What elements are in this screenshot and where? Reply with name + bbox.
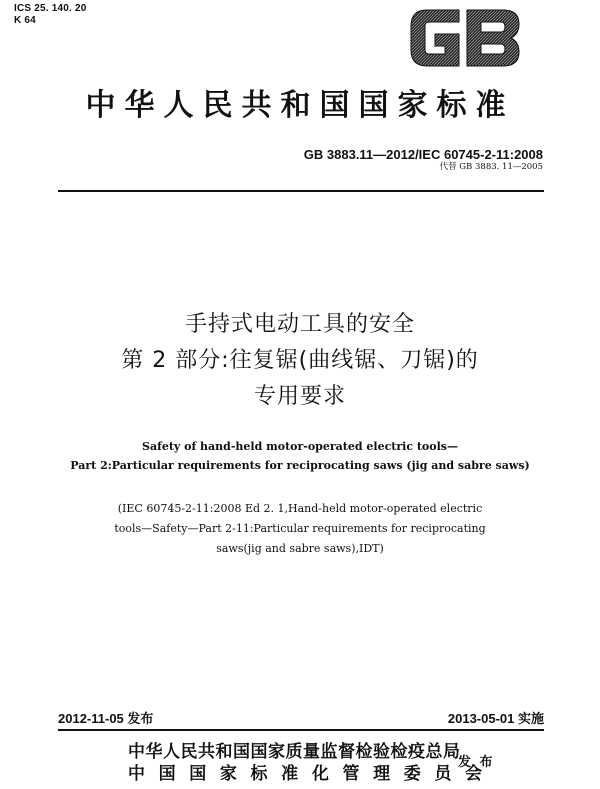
gb-logo xyxy=(405,4,525,72)
issue-date: 2012-11-05 发布 xyxy=(58,711,154,726)
issuer-line2: 中 国 国 家 标 准 化 管 理 委 员 会 xyxy=(128,764,483,784)
issuer-action: 发 布 xyxy=(458,755,495,770)
implementation-date: 2013-05-01 实施 xyxy=(447,711,544,726)
title-en-line2: Part 2:Particular requirements for reciprocating saws (jig and sabre saws) xyxy=(70,459,530,472)
adoption-note-line3: saws(jig and sabre saws),IDT) xyxy=(216,542,384,555)
standard-number: GB 3883.11—2012/IEC 60745-2-11:2008 xyxy=(303,147,543,162)
title-en-line1: Safety of hand-held motor-operated electric tools— xyxy=(142,440,458,453)
adoption-note-line2: tools—Safety—Part 2-11:Particular requirements for reciprocating xyxy=(114,522,486,535)
ccs-code: K 64 xyxy=(14,15,36,26)
classification-codes xyxy=(14,3,87,27)
title-zh-line1: 手持式电动工具的安全 xyxy=(184,312,415,337)
adoption-note-line1: (IEC 60745-2-11:2008 Ed 2. 1,Hand-held motor-operated electric xyxy=(117,502,483,515)
issuer-line1: 中华人民共和国国家质量监督检验检疫总局 xyxy=(128,742,461,762)
footer-divider xyxy=(58,729,544,731)
standard-category-title: 中华人民共和国国家标准 xyxy=(85,88,515,123)
title-zh-line3: 专用要求 xyxy=(253,384,346,409)
title-zh-line2: 第 2 部分:往复锯(曲线锯、刀锯)的 xyxy=(121,348,479,373)
replaces-standard: 代替 GB 3883. 11—2005 xyxy=(439,162,543,172)
ics-code: ICS 25. 140. 20 xyxy=(14,3,87,14)
header-divider xyxy=(58,190,544,192)
